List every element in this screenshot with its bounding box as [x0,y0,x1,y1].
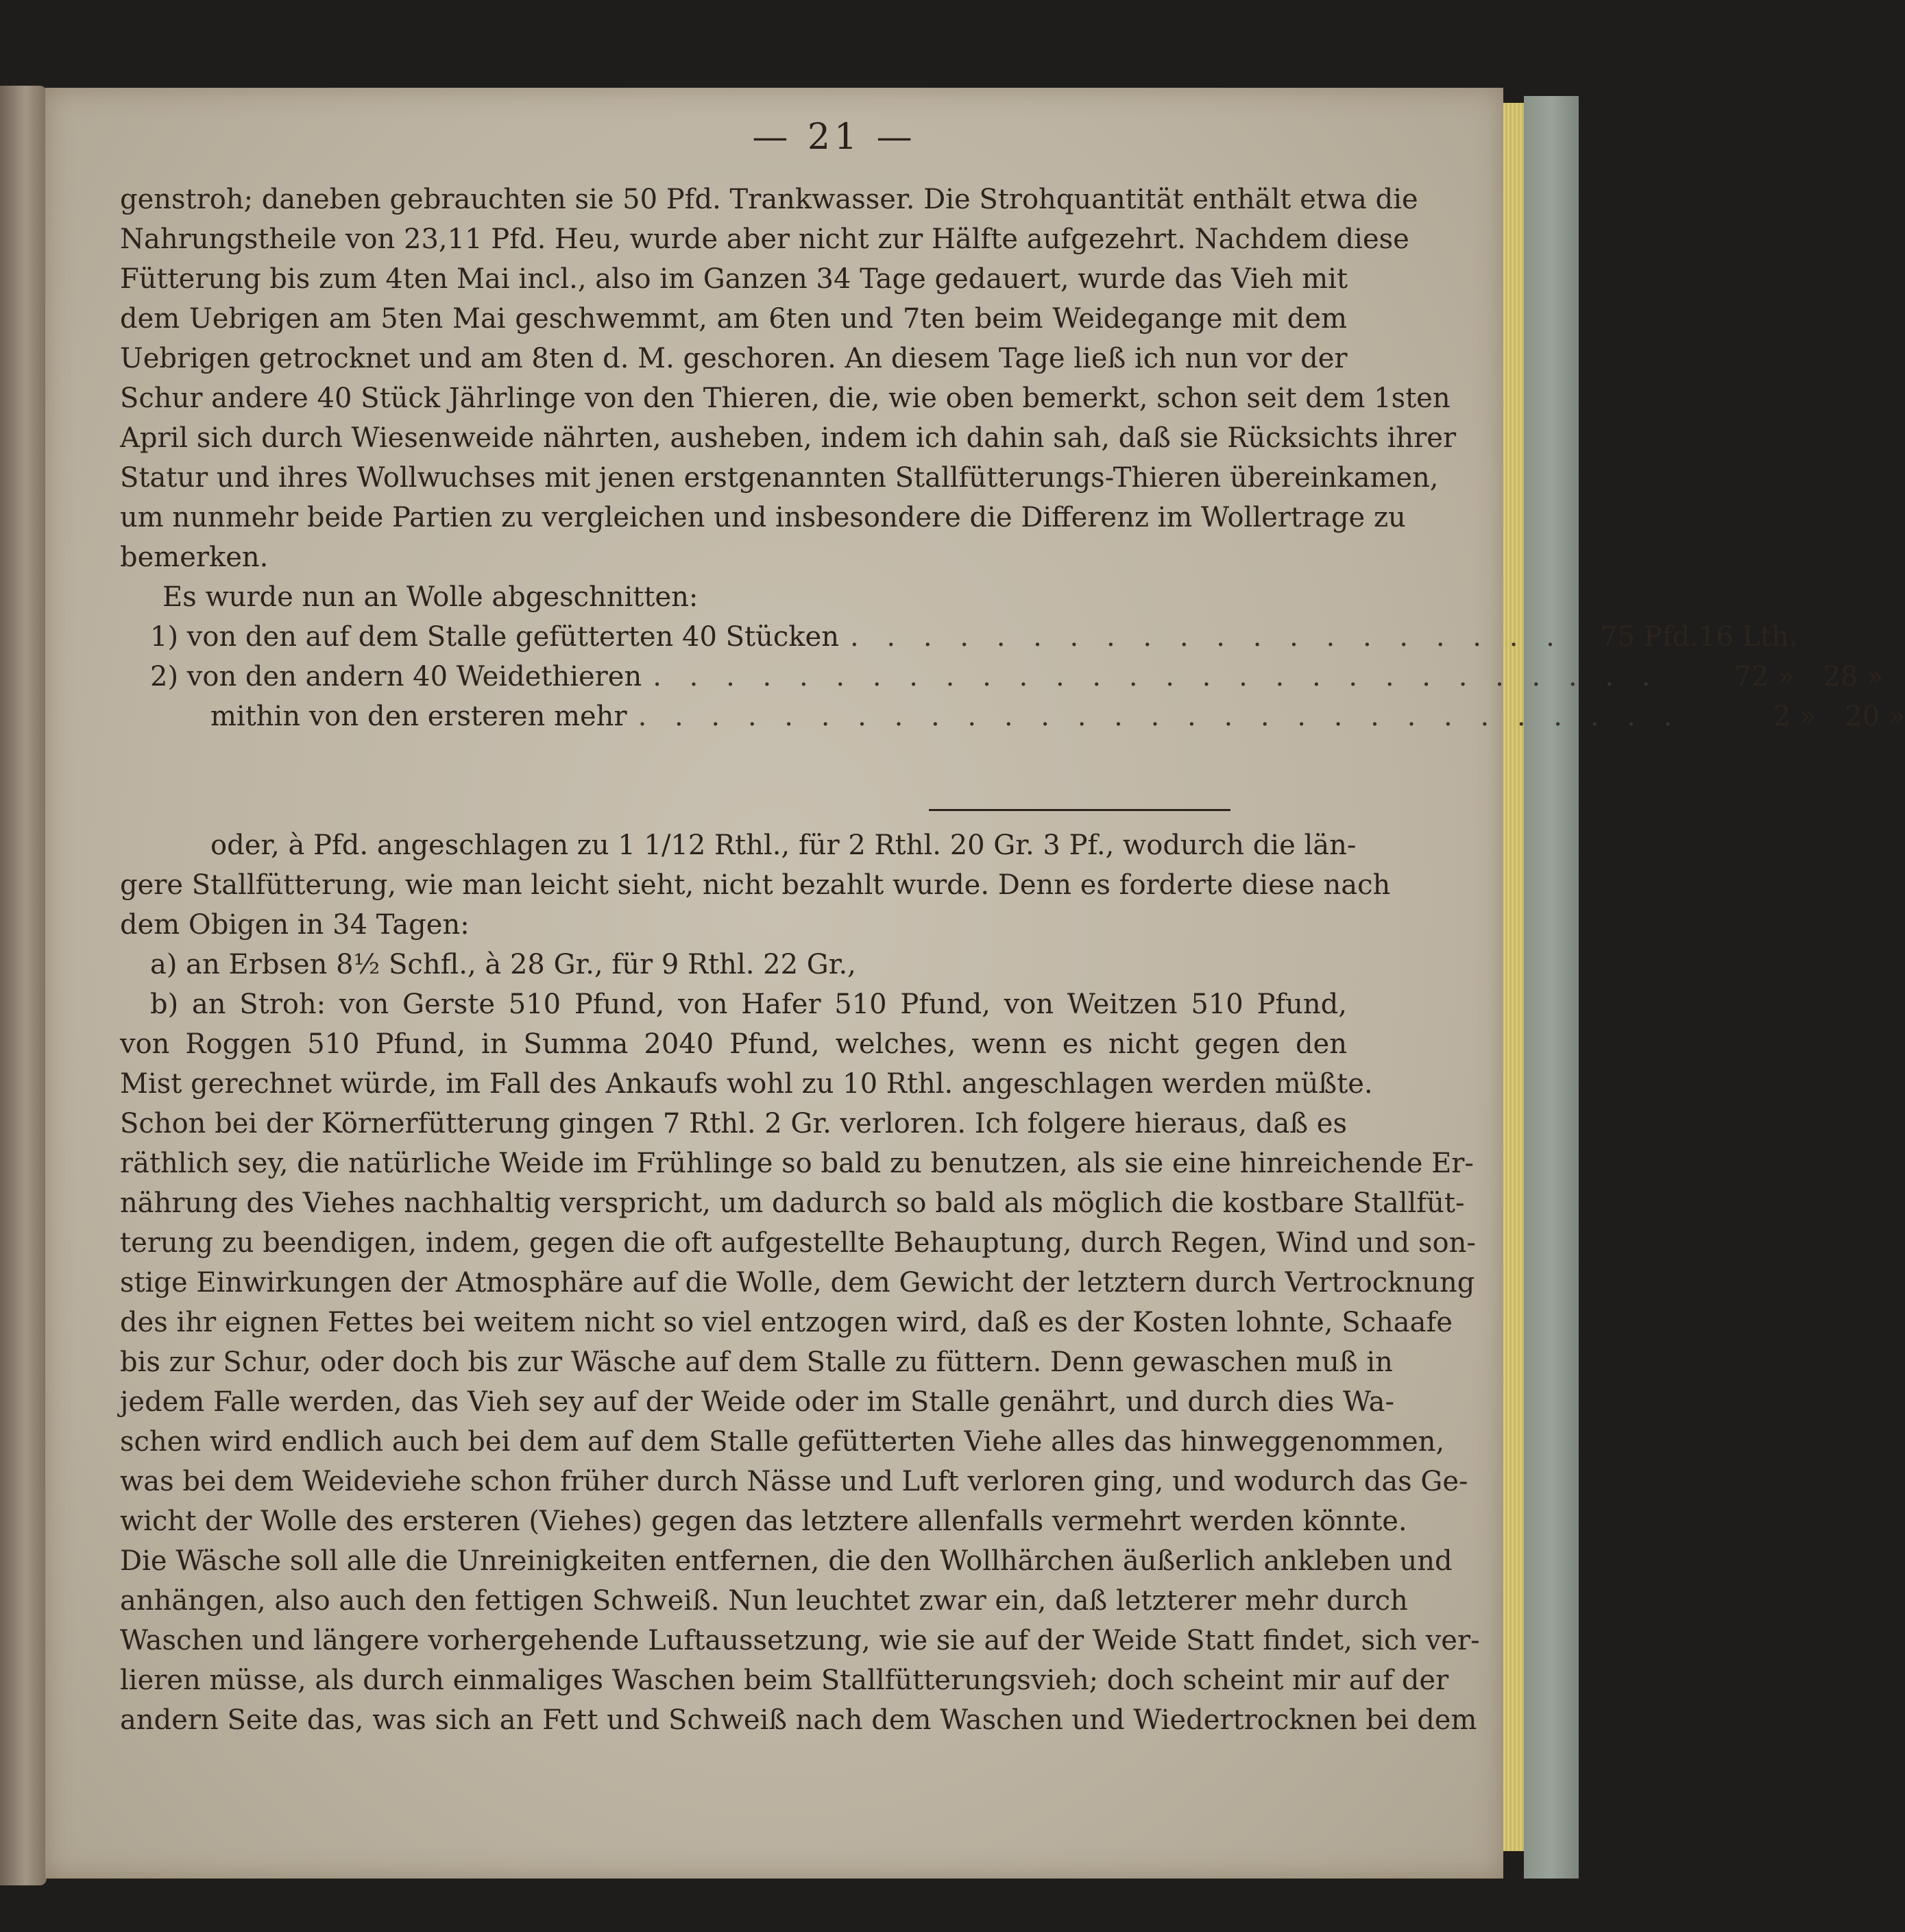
wool-table-row [120,617,1798,657]
leader-dots: . . . . . . . . . . . . . . . . . . . . [849,621,1564,653]
row-value-loth: 20 » [1845,701,1905,732]
intro-line: Es wurde nun an Wolle abgeschnitten: [162,581,699,613]
text-line: Mist gerechnet würde, im Fall des Ankaufs wohl zu 10 Rthl. angeschlagen werden müßte. [120,1068,1373,1100]
sum-rule [929,809,1230,811]
text-line: terung zu beendigen, indem, gegen die oft aufgestellte Behauptung, durch Regen, Wind und son- [120,1227,1476,1259]
text-line: des ihr eignen Fettes bei weitem nicht so viel entzogen wird, daß es der Kosten lohnte, Schaafe [120,1307,1453,1338]
text-line: Schon bei der Körnerfütterung gingen 7 Rthl. 2 Gr. verloren. Ich folgere hieraus, daß es [120,1108,1347,1139]
text-line: bis zur Schur, oder doch bis zur Wäsche auf dem Stalle zu füttern. Denn gewaschen muß in [120,1347,1393,1378]
text-line: Schur andere 40 Stück Jährlinge von den Thieren, die, wie oben bemerkt, schon seit dem 1sten [120,383,1451,414]
row-label: mithin von den ersteren mehr [210,701,627,732]
text-line: genstroh; daneben gebrauchten sie 50 Pfd. Trankwasser. Die Strohquantität enthält etwa die [120,184,1418,215]
leader-dots: . . . . . . . . . . . . . . . . . . . . . . . . . . . . . [638,701,1682,732]
text-line: bemerken. [120,542,269,573]
text-line: nährung des Viehes nachhaltig verspricht, um dadurch so bald als möglich die kostbare Stallfüt- [120,1187,1465,1219]
row-value-loth: 28 » [1823,661,1884,692]
leader-dots: . . . . . . . . . . . . . . . . . . . . . . . . . . . . [653,661,1660,692]
page-number: — 21 — [752,117,917,158]
text-line: gere Stallfütterung, wie man leicht sieht, nicht bezahlt wurde. Denn es forderte diese nach [120,869,1391,901]
left-page-edge [0,86,47,1885]
text-line: Waschen und längere vorhergehende Luftaussetzung, wie sie auf der Weide Statt findet, sich ver- [120,1625,1480,1656]
text-line: jedem Falle werden, das Vieh sey auf der Weide oder im Stalle genährt, und durch dies Wa- [120,1386,1394,1418]
text-line: wicht der Wolle des ersteren (Viehes) gegen das letztere allenfalls vermehrt werden könnte. [120,1506,1407,1537]
text-line: April sich durch Wiesenweide nährten, ausheben, indem ich dahin sah, daß sie Rücksichts ihrer [120,422,1457,454]
row-value-pounds: 72 » [1734,661,1795,692]
text-line: oder, à Pfd. angeschlagen zu 1 1/12 Rthl., für 2 Rthl. 20 Gr. 3 Pf., wodurch die län- [210,830,1357,861]
text-line: Statur und ihres Wollwuchses mit jenen erstgenannten Stallfütterungs-Thieren übereinkamen, [120,462,1439,494]
text-line: b) an Stroh: von Gerste 510 Pfund, von Hafer 510 Pfund, von Weitzen 510 Pfund, [150,989,1347,1020]
book-cover-board [1524,96,1579,1879]
row-label: 1) von den auf dem Stalle gefütterten 40 Stücken [150,621,839,653]
row-value-pounds: 75 Pfd. [1600,621,1699,653]
page-block-edge [1503,103,1524,1851]
text-line: von Roggen 510 Pfund, in Summa 2040 Pfund, welches, wenn es nicht gegen den [120,1028,1347,1060]
body-text-continued [120,825,1480,1740]
text-line: Nahrungstheile von 23,11 Pfd. Heu, wurde aber nicht zur Hälfte aufgezehrt. Nachdem diese [120,224,1409,255]
text-line: lieren müsse, als durch einmaliges Waschen beim Stallfütterungsvieh; doch scheint mir auf der [120,1665,1449,1696]
text-line: Uebrigen getrocknet und am 8ten d. M. geschoren. An diesem Tage ließ ich nun vor der [120,343,1348,374]
text-line: andern Seite das, was sich an Fett und Schweiß nach dem Waschen und Wiedertrocknen bei dem [120,1704,1477,1736]
wool-table-row [120,657,1884,697]
text-line: Die Wäsche soll alle die Unreinigkeiten entfernen, die den Wollhärchen äußerlich ankleben und [120,1545,1453,1577]
text-line: um nunmehr beide Partien zu vergleichen und insbesondere die Differenz im Wollertrage zu [120,502,1406,533]
text-line: anhängen, also auch den fettigen Schweiß. Nun leuchtet zwar ein, daß letzterer mehr durch [120,1585,1408,1617]
text-line: dem Obigen in 34 Tagen: [120,909,470,941]
text-line: dem Uebrigen am 5ten Mai geschwemmt, am 6ten und 7ten beim Weidegange mit dem [120,303,1347,335]
text-line: was bei dem Weideviehe schon früher durch Nässe und Luft verloren ging, und wodurch das Ge- [120,1466,1468,1497]
text-line: schen wird endlich auch bei dem auf dem Stalle gefütterten Viehe alles das hinweggenommen, [120,1426,1445,1458]
row-value-pounds: 2 » [1773,701,1817,732]
wool-table-sum-row [120,697,1905,736]
row-value-loth: 16 Lth. [1698,621,1798,653]
body-text [120,180,1905,736]
text-line: a) an Erbsen 8½ Schfl., à 28 Gr., für 9 Rthl. 22 Gr., [150,949,856,980]
text-line: Fütterung bis zum 4ten Mai incl., also im Ganzen 34 Tage gedauert, wurde das Vieh mit [120,263,1348,295]
text-line: räthlich sey, die natürliche Weide im Frühlinge so bald zu benutzen, als sie eine hinreichende Er- [120,1148,1474,1179]
text-line: stige Einwirkungen der Atmosphäre auf die Wolle, dem Gewicht der letztern durch Vertrocknung [120,1267,1475,1299]
row-label: 2) von den andern 40 Weidethieren [150,661,642,692]
